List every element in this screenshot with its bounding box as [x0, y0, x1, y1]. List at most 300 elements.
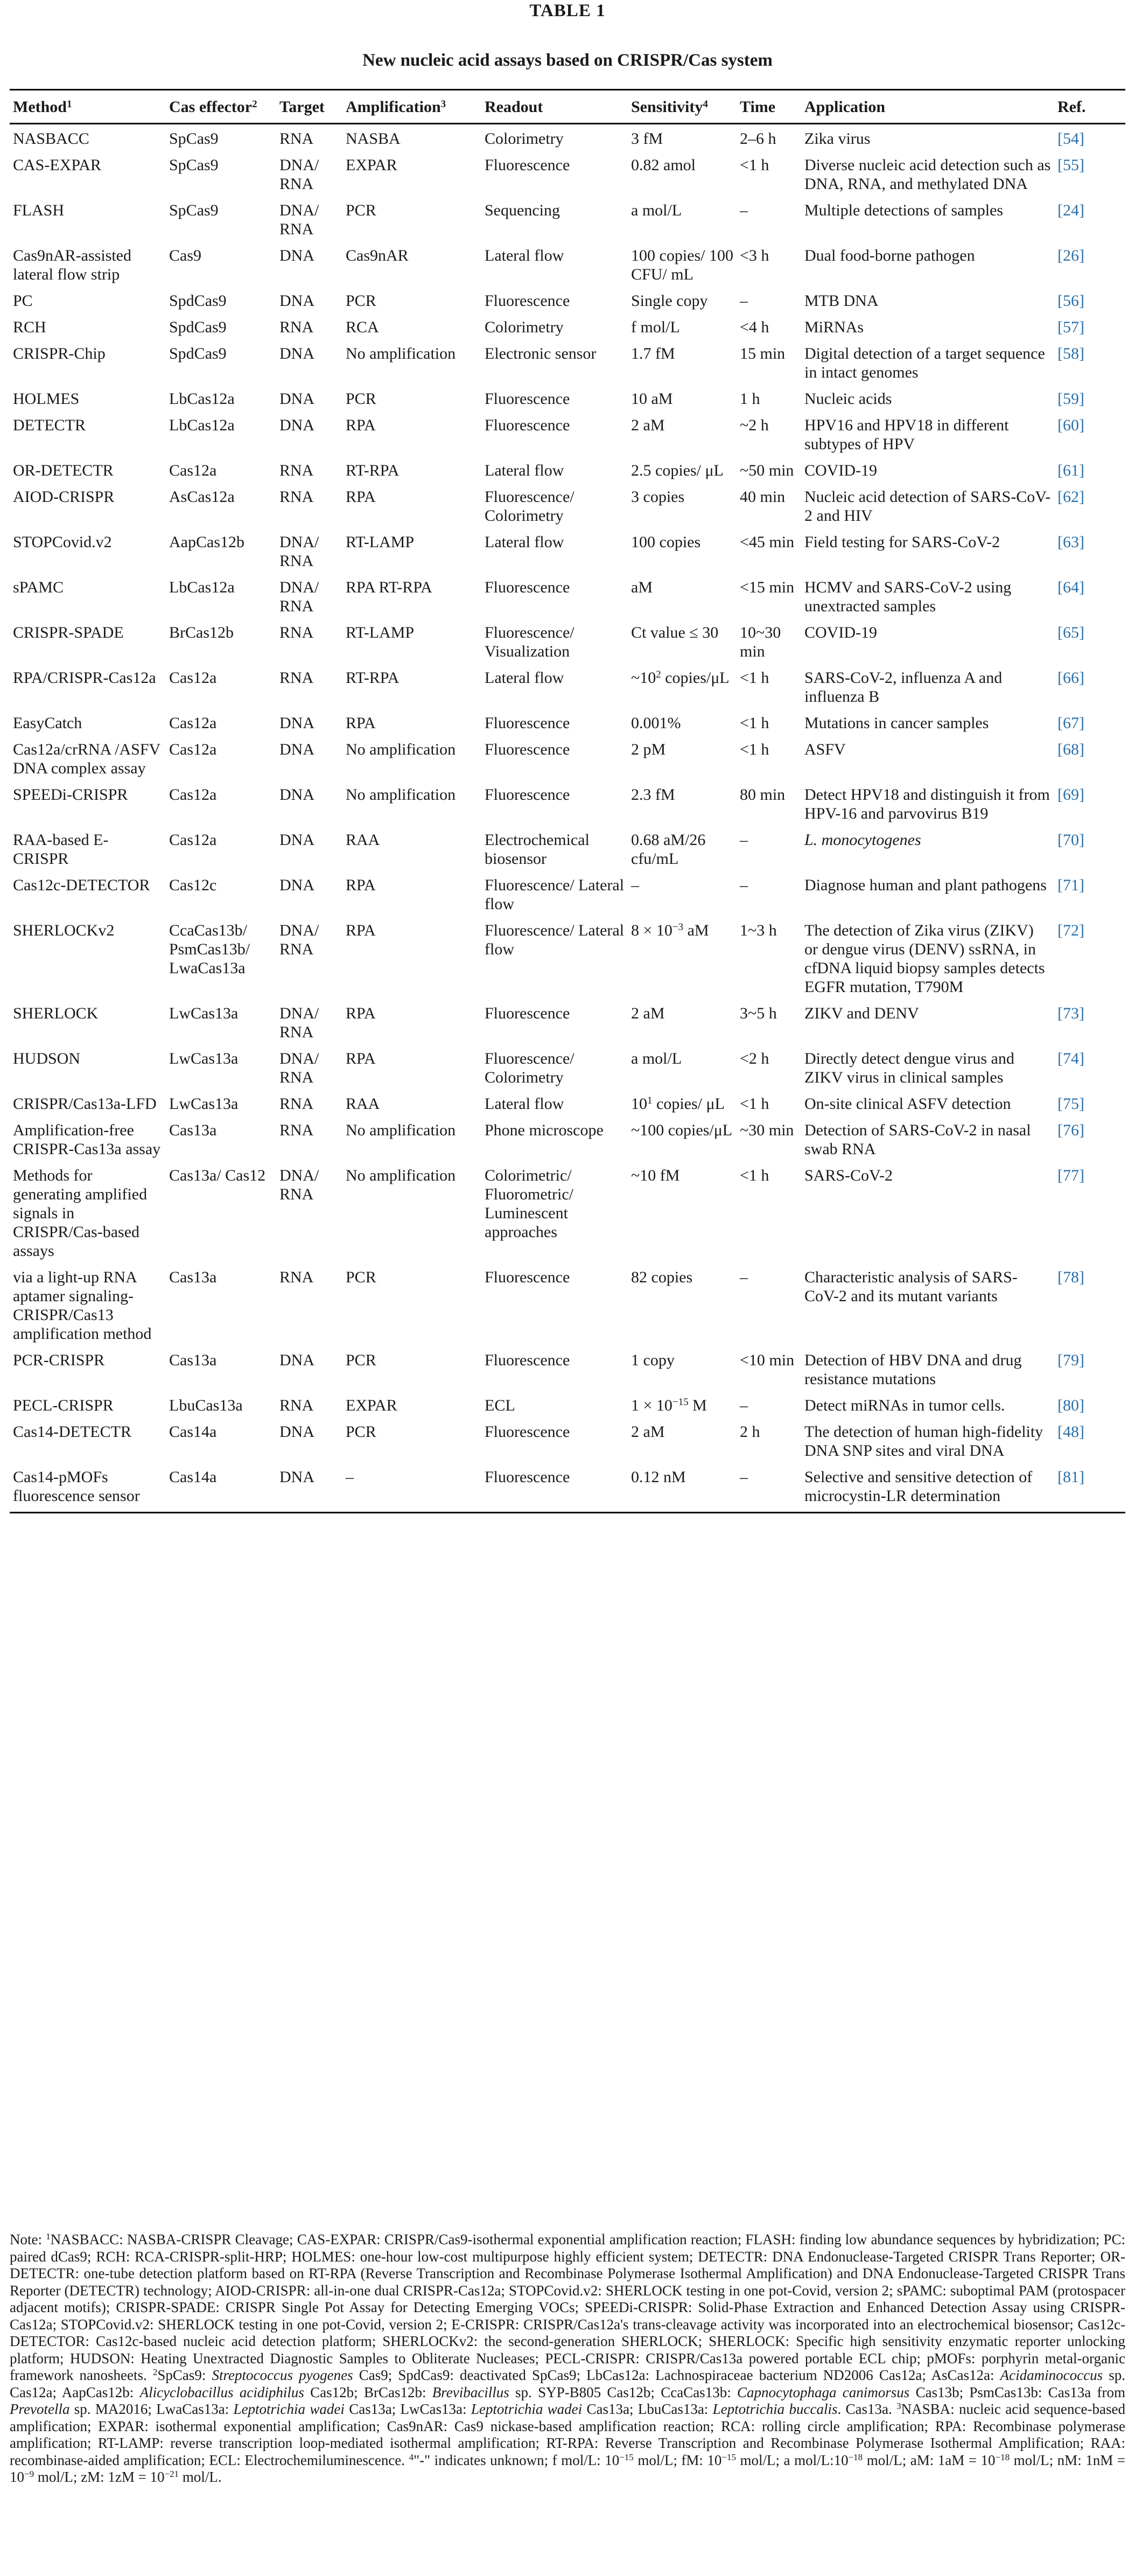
col-header: Sensitivity$^4$ [628, 90, 737, 124]
table-row [10, 528, 1125, 573]
application-cell: COVID-19 [804, 624, 877, 641]
col-header: Readout [481, 90, 628, 124]
amplification-cell: RPA [346, 922, 376, 939]
time-cell: <15 min [740, 578, 795, 596]
time-cell: 15 min [740, 345, 786, 362]
ref-cell[interactable]: [80] [1057, 1397, 1084, 1414]
table-row [10, 339, 1125, 385]
table-row [10, 1346, 1125, 1391]
cas-effector-cell: Cas12a [169, 831, 217, 849]
method-cell: OR-DETECTR [13, 462, 114, 479]
table-footnote: Note: $^1$NASBACC: NASBA-CRISPR Cleavage; CAS-EXPAR: CRISPR/Cas9-isothermal exponential amplification reaction; FLASH: finding low abundance sequences by hybridization; PC: paired dCas9; RCH: RCA-CRISPR-split-HRP; HOLMES: one-hour low-cost multipurpose highly efficient system; DETECTR: DNA Endonuclease-Targeted CRISPR Trans Reporter; OR-DETECTR: one-tube detection platform based on RT-RPA (Reverse Transcription and Recombinase Polymerase Isothermal Amplification) and DNA Endonuclease-Targeted CRISPR Trans Reporter (DETECTR) technology; AIOD-CRISPR: all-in-one dual CRISPR-Cas12a; STOPCovid.v2: SHERLOCK testing in one pot-Covid, version 2; sPAMC: suboptimal PAM (protospacer adjacent motifs); CRISPR-SPADE: CRISPR Single Pot Assay for Detecting Emerging VOCs; SPEEDi-CRISPR: Solid-Phase Extraction and Enhanced Detection Assay using CRISPR-Cas12a; STOPCovid.v2: SHERLOCK testing in one pot-Covid, version 2; E-CRISPR: CRISPR/Cas12a's trans-cleavage activity was incorporated into an electrochemical biosensor; Cas12c-DETECTOR: Cas12c-based nucleic acid detection platform; SHERLOCKv2: the second-generation SHERLOCK; SHERLOCK: Specific high sensitivity enzymatic reporter unlocking platform; HUDSON: Heating Unextracted Diagnostic Samples to Obliterate Nucleases; PECL-CRISPR: CRISPR/Cas13a powered portable ECL chip; pMOFs: porphyrin metal-organic framework nanosheets. $^2$SpCas9: Streptococcus pyogenes Cas9; SpdCas9: deactivated SpCas9; LbCas12a: Lachnospiraceae bacterium ND2006 Cas12a; AsCas12a: Acidaminococcus sp. Cas12a; AapCas12b: Alicyclobacillus acidiphilus Cas12b; BrCas12b: Brevibacillus sp. SYP-B805 Cas12b; CcaCas13b: Capnocytophaga canimorsus Cas13b; PsmCas13b: Cas13a from Prevotella sp. MA2016; LwaCas13a: Leptotrichia wadei Cas13a; LwCas13a: Leptotrichia wadei Cas13a; LbuCas13a: Leptotrichia buccalis. Cas13a. $^3$NASBA: nucleic acid sequence-based amplification; EXPAR: isothermal exponential amplification; Cas9nAR: Cas9 nickase-based amplification reaction; RCA: rolling circle amplification; RPA: Recombinase polymerase amplification; RT-LAMP: reverse transcription loop-mediated isothermal amplification; RT-RPA: Reverse Transcription and Recombinase Polymerase Isothermal Amplification; RAA: recombinase-aided amplification; ECL: Electrochemiluminescence. $^4$"-" indicates unknown; f mol/L: $10^{-15}$ mol/L; fM: $10^{-15}$ mol/L; a mol/$L:10^{-18}$ mol/L; aM: $1aM = 10^{-18}$ mol/L; nM: $1nM = 10^{-9}$ mol/L; zM: $1zM = 10^{-21}$ mol/L. [10, 2231, 1125, 2485]
target-cell: DNA [279, 876, 314, 894]
table-row [10, 871, 1125, 916]
amplification-cell: RPA [346, 714, 376, 732]
amplification-cell: RAA [346, 831, 380, 849]
amplification-cell: No amplification [346, 345, 456, 362]
amplification-cell: PCR [346, 390, 376, 408]
table-row [10, 916, 1125, 999]
ref-cell[interactable]: [65] [1057, 624, 1084, 641]
cas-effector-cell: LbuCas13a [169, 1397, 243, 1414]
application-cell: Nucleic acid detection of SARS-CoV-2 and HIV [804, 488, 1051, 525]
ref-cell[interactable]: [79] [1057, 1351, 1084, 1369]
target-cell: DNA [279, 247, 314, 264]
sensitivity-cell: ~10 fM [631, 1167, 680, 1184]
readout-cell: Colorimetry [485, 318, 564, 336]
cas-effector-cell: Cas13a/ Cas12 [169, 1167, 266, 1184]
cas-effector-cell: Cas14a [169, 1423, 217, 1441]
ref-cell[interactable]: [68] [1057, 741, 1084, 758]
target-cell: DNA [279, 714, 314, 732]
time-cell: 40 min [740, 488, 786, 506]
time-cell: <2 h [740, 1050, 769, 1067]
target-cell: RNA [279, 669, 314, 687]
cas-effector-cell: SpCas9 [169, 201, 219, 219]
amplification-cell: RT-LAMP [346, 533, 415, 551]
table-row [10, 1263, 1125, 1346]
ref-cell[interactable]: [73] [1057, 1004, 1084, 1022]
table-row [10, 1116, 1125, 1161]
cas-effector-cell: SpCas9 [169, 130, 219, 148]
amplification-cell: RAA [346, 1095, 380, 1113]
ref-cell[interactable]: [70] [1057, 831, 1084, 849]
target-cell: DNA/ RNA [279, 201, 319, 238]
ref-cell[interactable]: [67] [1057, 714, 1084, 732]
application-cell: Mutations in cancer samples [804, 714, 989, 732]
application-cell: Directly detect dengue virus and ZIKV virus in clinical samples [804, 1050, 1014, 1086]
amplification-cell: PCR [346, 1268, 376, 1286]
readout-cell: Fluorescence/ Lateral flow [485, 922, 625, 958]
cas-effector-cell: Cas12a [169, 669, 217, 687]
method-cell: SHERLOCK [13, 1004, 99, 1022]
sensitivity-cell: f mol/L [631, 318, 680, 336]
readout-cell: Fluorescence [485, 786, 570, 804]
target-cell: DNA/ RNA [279, 1167, 319, 1203]
application-cell: ZIKV and DENV [804, 1004, 919, 1022]
ref-cell[interactable]: [48] [1057, 1423, 1084, 1441]
amplification-cell: RT-RPA [346, 669, 400, 687]
amplification-cell: PCR [346, 1423, 376, 1441]
target-cell: DNA/ RNA [279, 533, 319, 570]
cas-effector-cell: Cas12a [169, 714, 217, 732]
time-cell: <10 min [740, 1351, 795, 1369]
readout-cell: Lateral flow [485, 462, 564, 479]
table-row [10, 780, 1125, 826]
time-cell: 3~5 h [740, 1004, 777, 1022]
ref-cell[interactable]: [78] [1057, 1268, 1084, 1286]
table-row [10, 411, 1125, 456]
header-row [10, 90, 1125, 124]
cas-effector-cell: LbCas12a [169, 578, 235, 596]
cas-effector-cell: SpdCas9 [169, 318, 227, 336]
sensitivity-cell: 0.001% [631, 714, 681, 732]
time-cell: <1 h [740, 669, 769, 687]
target-cell: RNA [279, 1397, 314, 1414]
time-cell: 10~30 min [740, 624, 781, 660]
target-cell: DNA [279, 292, 314, 310]
method-cell: PECL-CRISPR [13, 1397, 114, 1414]
time-cell: <1 h [740, 741, 769, 758]
cas-effector-cell: BrCas12b [169, 624, 234, 641]
method-cell: sPAMC [13, 578, 64, 596]
col-header: Method$^1$ [10, 90, 166, 124]
sensitivity-cell: 0.12 nM [628, 1463, 737, 1513]
cas-effector-cell: CcaCas13b/ PsmCas13b/ LwaCas13a [169, 922, 250, 977]
table-row [10, 313, 1125, 339]
table-row [10, 664, 1125, 709]
method-cell: SPEEDi-CRISPR [13, 786, 128, 804]
sensitivity-cell: 0.68 aM/26 cfu/mL [631, 831, 706, 868]
target-cell: RNA [279, 318, 314, 336]
amplification-cell: NASBA [346, 130, 401, 148]
amplification-cell: RPA [346, 416, 376, 434]
ref-cell[interactable]: [81] [1054, 1463, 1125, 1513]
readout-cell: Fluorescence [481, 1463, 628, 1513]
table-label: TABLE 1 [529, 1, 606, 20]
amplification-cell: RPA RT-RPA [346, 578, 432, 596]
table-row [10, 1463, 1125, 1513]
ref-cell[interactable]: [64] [1057, 578, 1084, 596]
cas-effector-cell: Cas12a [169, 786, 217, 804]
method-cell: PC [13, 292, 33, 310]
table-row [10, 735, 1125, 780]
application-cell: Selective and sensitive detection of microcystin-LR determination [801, 1463, 1054, 1513]
sensitivity-cell: 2 aM [631, 416, 665, 434]
ref-cell[interactable]: [71] [1057, 876, 1084, 894]
cas-effector-cell: SpdCas9 [169, 345, 227, 362]
application-cell: Detection of SARS-CoV-2 in nasal swab RNA [804, 1121, 1031, 1158]
time-cell: <1 h [740, 1167, 769, 1184]
readout-cell: Fluorescence [485, 578, 570, 596]
sensitivity-cell: 0.82 amol [631, 156, 696, 174]
application-cell: Nucleic acids [804, 390, 892, 408]
cas-effector-cell: Cas13a [169, 1268, 217, 1286]
cas-effector-cell: AapCas12b [169, 533, 244, 551]
amplification-cell: RPA [346, 876, 376, 894]
readout-cell: Fluorescence [485, 292, 570, 310]
table-row [10, 826, 1125, 871]
cas-effector-cell: Cas13a [169, 1351, 217, 1369]
application-cell: Detect miRNAs in tumor cells. [804, 1397, 1005, 1414]
cas-effector-cell: LbCas12a [169, 390, 235, 408]
readout-cell: Fluorescence [485, 741, 570, 758]
amplification-cell: RT-LAMP [346, 624, 415, 641]
target-cell: RNA [279, 1121, 314, 1139]
table-row [10, 999, 1125, 1044]
readout-cell: ECL [485, 1397, 515, 1414]
application-cell: Diagnose human and plant pathogens [804, 876, 1047, 894]
amplification-cell: PCR [346, 1351, 376, 1369]
cas-effector-cell: Cas13a [169, 1121, 217, 1139]
sensitivity-cell: 2.5 copies/ μL [631, 462, 724, 479]
cas-effector-cell: Cas12c [169, 876, 217, 894]
readout-cell: Fluorescence [485, 1423, 570, 1441]
readout-cell: Fluorescence [485, 156, 570, 174]
cas-effector-cell: LbCas12a [169, 416, 235, 434]
table-row [10, 196, 1125, 241]
sensitivity-cell: aM [631, 578, 653, 596]
application-cell: The detection of human high-fidelity DNA SNP sites and viral DNA [804, 1423, 1043, 1460]
application-cell: Zika virus [804, 130, 871, 148]
readout-cell: Electronic sensor [485, 345, 597, 362]
sensitivity-cell: 3 copies [631, 488, 685, 506]
target-cell: DNA [279, 831, 314, 849]
application-cell: The detection of Zika virus (ZIKV) or dengue virus (DENV) ssRNA, in cfDNA liquid biopsy samples detects EGFR mutation, T790M [804, 922, 1045, 996]
time-cell: 1~3 h [740, 922, 777, 939]
time-cell: – [740, 1397, 748, 1414]
ref-cell[interactable]: [75] [1057, 1095, 1084, 1113]
ref-cell[interactable]: [57] [1057, 318, 1084, 336]
col-header: Target [276, 90, 342, 124]
ref-cell[interactable]: [69] [1057, 786, 1084, 804]
ref-cell[interactable]: [60] [1057, 416, 1084, 434]
cas-effector-cell: SpdCas9 [169, 292, 227, 310]
sensitivity-cell: 100 copies [631, 533, 701, 551]
application-cell: HPV16 and HPV18 in different subtypes of HPV [804, 416, 1009, 453]
assay-table [10, 89, 1125, 1513]
ref-cell[interactable]: [26] [1057, 247, 1084, 264]
time-cell: ~30 min [740, 1121, 794, 1139]
col-header: Time [737, 90, 801, 124]
time-cell: <1 h [740, 156, 769, 174]
target-cell: DNA/ RNA [279, 156, 319, 193]
cas-effector-cell: Cas14a [166, 1463, 276, 1513]
ref-cell[interactable]: [58] [1057, 345, 1084, 362]
method-cell: Cas14-DETECTR [13, 1423, 131, 1441]
cas-effector-cell: AsCas12a [169, 488, 235, 506]
time-cell: <3 h [740, 247, 769, 264]
sensitivity-cell: $10^1$ copies/ μL [631, 1095, 725, 1113]
method-cell: AIOD-CRISPR [13, 488, 115, 506]
table-body [10, 124, 1125, 1513]
method-cell: HOLMES [13, 390, 80, 408]
time-cell: 2–6 h [740, 130, 776, 148]
method-cell: DETECTR [13, 416, 86, 434]
method-cell: RCH [13, 318, 46, 336]
target-cell: DNA/ RNA [279, 578, 319, 615]
cas-effector-cell: LwCas13a [169, 1004, 239, 1022]
col-header: Amplification$^3$ [342, 90, 481, 124]
ref-cell[interactable]: [72] [1057, 922, 1084, 939]
time-cell: <1 h [740, 1095, 769, 1113]
amplification-cell: No amplification [346, 1167, 456, 1184]
table-row [10, 456, 1125, 483]
application-cell: Dual food-borne pathogen [804, 247, 975, 264]
time-cell: 2 h [740, 1423, 760, 1441]
method-cell: RAA-based E-CRISPR [13, 831, 109, 868]
time-cell: 1 h [740, 390, 760, 408]
application-cell: L. monocytogenes [804, 831, 921, 849]
amplification-cell: – [342, 1463, 481, 1513]
ref-cell[interactable]: [74] [1057, 1050, 1084, 1067]
time-cell: – [737, 1463, 801, 1513]
method-cell: Methods for generating amplified signals in CRISPR/Cas-based assays [13, 1167, 148, 1260]
readout-cell: Lateral flow [485, 533, 564, 551]
target-cell: RNA [279, 488, 314, 506]
sensitivity-cell: $\sim 10^2$ copies/μL [631, 669, 730, 687]
sensitivity-cell: ~100 copies/μL [631, 1121, 733, 1139]
amplification-cell: RT-RPA [346, 462, 400, 479]
readout-cell: Phone microscope [485, 1121, 604, 1139]
ref-cell[interactable]: [66] [1057, 669, 1084, 687]
table-row [10, 709, 1125, 735]
readout-cell: Fluorescence/ Lateral flow [485, 876, 625, 913]
method-cell: Cas12a/crRNA /ASFV DNA complex assay [13, 741, 160, 777]
readout-cell: Fluorescence [485, 1004, 570, 1022]
application-cell: SARS-CoV-2, influenza A and influenza B [804, 669, 1003, 706]
table-row [10, 1391, 1125, 1418]
table-row [10, 1418, 1125, 1463]
cas-effector-cell: Cas12a [169, 462, 217, 479]
readout-cell: Fluorescence [485, 416, 570, 434]
application-cell: Detect HPV18 and distinguish it from HPV-16 and parvovirus B19 [804, 786, 1050, 822]
target-cell: RNA [279, 462, 314, 479]
target-cell: DNA [279, 741, 314, 758]
readout-cell: Fluorescence/ Colorimetry [485, 488, 574, 525]
method-cell: CRISPR-SPADE [13, 624, 124, 641]
time-cell: – [740, 831, 748, 849]
target-cell: DNA [279, 1423, 314, 1441]
cas-effector-cell: LwCas13a [169, 1050, 239, 1067]
sensitivity-cell: a mol/L [631, 201, 682, 219]
table-row [10, 1161, 1125, 1263]
amplification-cell: PCR [346, 292, 376, 310]
readout-cell: Fluorescence/ Colorimetry [485, 1050, 574, 1086]
sensitivity-cell: 1.7 fM [631, 345, 675, 362]
target-cell: DNA [279, 1351, 314, 1369]
sensitivity-cell: – [631, 876, 639, 894]
sensitivity-cell: a mol/L [631, 1050, 682, 1067]
method-cell: RPA/CRISPR-Cas12a [13, 669, 156, 687]
table-title: New nucleic acid assays based on CRISPR/Cas system [362, 51, 773, 70]
target-cell: DNA/ RNA [279, 1004, 319, 1041]
method-cell: PCR-CRISPR [13, 1351, 105, 1369]
application-cell: SARS-CoV-2 [804, 1167, 893, 1184]
ref-cell[interactable]: [63] [1057, 533, 1084, 551]
time-cell: – [740, 201, 748, 219]
ref-cell[interactable]: [55] [1057, 156, 1084, 174]
application-cell: Diverse nucleic acid detection such as DNA, RNA, and methylated DNA [804, 156, 1051, 193]
method-cell: Cas12c-DETECTOR [13, 876, 150, 894]
application-cell: MiRNAs [804, 318, 864, 336]
application-cell: Characteristic analysis of SARS-CoV-2 and its mutant variants [804, 1268, 1018, 1305]
amplification-cell: RPA [346, 1004, 376, 1022]
time-cell: 80 min [740, 786, 786, 804]
sensitivity-cell: 10 aM [631, 390, 673, 408]
sensitivity-cell: 2.3 fM [631, 786, 675, 804]
readout-cell: Fluorescence [485, 1268, 570, 1286]
cas-effector-cell: LwCas13a [169, 1095, 239, 1113]
ref-cell[interactable]: [77] [1057, 1167, 1084, 1184]
amplification-cell: EXPAR [346, 156, 397, 174]
readout-cell: Lateral flow [485, 669, 564, 687]
time-cell: ~50 min [740, 462, 794, 479]
application-cell: Digital detection of a target sequence in intact genomes [804, 345, 1045, 381]
application-cell: HCMV and SARS-CoV-2 using unextracted samples [804, 578, 1012, 615]
amplification-cell: No amplification [346, 1121, 456, 1139]
amplification-cell: PCR [346, 201, 376, 219]
readout-cell: Lateral flow [485, 1095, 564, 1113]
method-cell: via a light-up RNA aptamer signaling-CRISPR/Cas13 amplification method [13, 1268, 152, 1343]
ref-cell[interactable]: [76] [1057, 1121, 1084, 1139]
sensitivity-cell: $8 \times 10^{-3}$ aM [631, 922, 709, 939]
col-header: Cas effector$^2$ [166, 90, 276, 124]
sensitivity-cell: Single copy [631, 292, 708, 310]
readout-cell: Colorimetry [485, 130, 564, 148]
application-cell: Field testing for SARS-CoV-2 [804, 533, 1000, 551]
sensitivity-cell: 100 copies/ 100 CFU/ mL [631, 247, 733, 283]
application-cell: MTB DNA [804, 292, 879, 310]
readout-cell: Fluorescence/ Visualization [485, 624, 574, 660]
table-row [10, 241, 1125, 287]
ref-cell[interactable]: [54] [1057, 130, 1084, 148]
amplification-cell: RPA [346, 488, 376, 506]
table-row [10, 385, 1125, 411]
ref-cell[interactable]: [61] [1057, 462, 1084, 479]
col-header: Ref. [1054, 90, 1125, 124]
time-cell: ~2 h [740, 416, 769, 434]
method-cell: CRISPR-Chip [13, 345, 106, 362]
table-row [10, 1090, 1125, 1116]
application-cell: ASFV [804, 741, 846, 758]
method-cell: Cas14-pMOFs fluorescence sensor [10, 1463, 166, 1513]
amplification-cell: No amplification [346, 741, 456, 758]
sensitivity-cell: 1 copy [631, 1351, 675, 1369]
amplification-cell: Cas9nAR [346, 247, 409, 264]
ref-cell[interactable]: [59] [1057, 390, 1084, 408]
readout-cell: Fluorescence [485, 714, 570, 732]
amplification-cell: RCA [346, 318, 379, 336]
col-header: Application [801, 90, 1054, 124]
method-cell: FLASH [13, 201, 65, 219]
ref-cell[interactable]: [56] [1057, 292, 1084, 310]
sensitivity-cell: 2 aM [631, 1004, 665, 1022]
method-cell: CRISPR/Cas13a-LFD [13, 1095, 157, 1113]
sensitivity-cell: Ct value ≤ 30 [631, 624, 719, 641]
application-cell: COVID-19 [804, 462, 877, 479]
target-cell: RNA [279, 624, 314, 641]
readout-cell: Fluorescence [485, 1351, 570, 1369]
readout-cell: Electrochemical biosensor [485, 831, 590, 868]
method-cell: STOPCovid.v2 [13, 533, 112, 551]
table-row [10, 287, 1125, 313]
time-cell: <4 h [740, 318, 769, 336]
time-cell: – [740, 292, 748, 310]
target-cell: DNA [276, 1463, 342, 1513]
cas-effector-cell: SpCas9 [169, 156, 219, 174]
method-cell: EasyCatch [13, 714, 82, 732]
method-cell: SHERLOCKv2 [13, 922, 115, 939]
target-cell: DNA/ RNA [279, 922, 319, 958]
amplification-cell: RPA [346, 1050, 376, 1067]
target-cell: DNA [279, 345, 314, 362]
readout-cell: Fluorescence [485, 390, 570, 408]
target-cell: DNA [279, 390, 314, 408]
table-row [10, 618, 1125, 664]
time-cell: <45 min [740, 533, 795, 551]
target-cell: DNA [279, 416, 314, 434]
readout-cell: Colorimetric/ Fluorometric/ Luminescent approaches [485, 1167, 573, 1241]
readout-cell: Lateral flow [485, 247, 564, 264]
sensitivity-cell: 2 aM [631, 1423, 665, 1441]
ref-cell[interactable]: [24] [1057, 201, 1084, 219]
table-row [10, 1044, 1125, 1090]
sensitivity-cell: $1 \times 10^{-15}$ M [631, 1397, 707, 1414]
amplification-cell: No amplification [346, 786, 456, 804]
table-row [10, 151, 1125, 196]
method-cell: HUDSON [13, 1050, 81, 1067]
ref-cell[interactable]: [62] [1057, 488, 1084, 506]
